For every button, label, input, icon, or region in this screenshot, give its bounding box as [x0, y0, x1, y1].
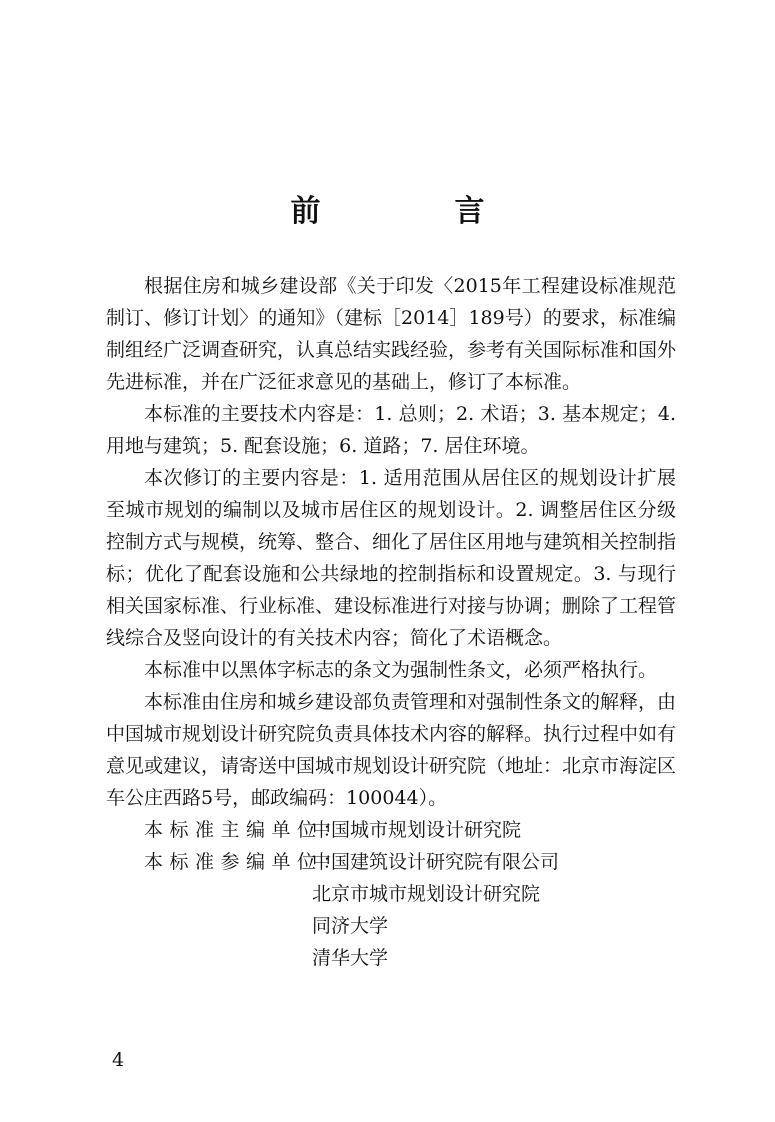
- preface-body: [106, 270, 676, 974]
- chief-unit-names: [312, 814, 521, 846]
- paragraph-administration: 本标准由住房和城乡建设部负责管理和对强制性条文的解释，由中国城市规划设计研究院负责具体技术内容的解释。执行过程中如有意见或建议，请寄送中国城市规划设计研究院（地址：北京市海淀区车公庄西路5号，邮政编码：100044）。: [106, 691, 677, 809]
- unit-name: 北京市城市规划设计研究院: [312, 883, 541, 905]
- paragraph-mandatory-provisions: 本标准中以黑体字标志的条文为强制性条文，必须严格执行。: [144, 659, 658, 681]
- unit-name: 同济大学: [312, 915, 389, 937]
- page-number: 4: [112, 1049, 125, 1071]
- paragraph-revisions: 本次修订的主要内容是：1. 适用范围从居住区的规划设计扩展至城市规划的编制以及城市居住区的规划设计。2. 调整居住区分级控制方式与规模，统筹、整合、细化了居住区用地与建筑相关控制指标；优化了配套设施和公共绿地的控制指标和设置规定。3. 与现行相关国家标准、行业标准、建设标准进行对接与协调；删除了工程管线综合及竖向设计的有关技术内容；简化了术语概念。: [106, 467, 677, 649]
- participating-units-row: [106, 846, 676, 974]
- participating-unit-names: [312, 846, 559, 974]
- paragraph-main-contents: 本标准的主要技术内容是：1. 总则；2. 术语；3. 基本规定；4. 用地与建筑；5. 配套设施；6. 道路；7. 居住环境。: [106, 403, 676, 457]
- participating-units-label: 本标准参编单位：: [144, 851, 349, 873]
- page-title: 前 言: [290, 194, 537, 229]
- chief-unit-row: [106, 814, 676, 846]
- unit-name: 清华大学: [312, 947, 389, 969]
- unit-name: 中国城市规划设计研究院: [312, 819, 522, 841]
- unit-name: 中国建筑设计研究院有限公司: [312, 851, 560, 873]
- drafting-units: [106, 814, 676, 974]
- paragraph-basis: 根据住房和城乡建设部《关于印发〈2015年工程建设标准规范制订、修订计划〉的通知》（建标［2014］189号）的要求，标准编制组经广泛调查研究，认真总结实践经验，参考有关国际标准和国外先进标准，并在广泛征求意见的基础上，修订了本标准。: [106, 275, 677, 393]
- chief-unit-label: 本标准主编单位：: [144, 819, 349, 841]
